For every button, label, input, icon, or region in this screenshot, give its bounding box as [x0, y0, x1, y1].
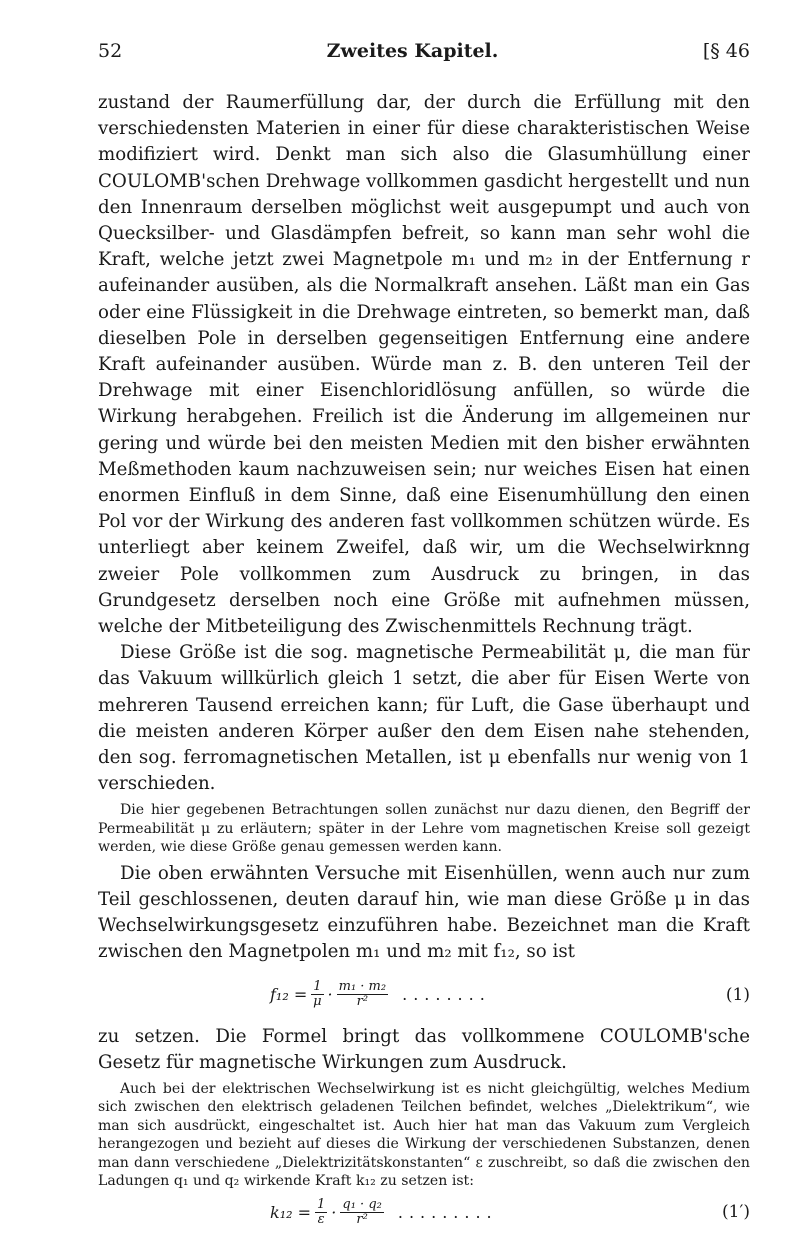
paragraph-4: zu setzen. Die Formel bringt das vollkommene COULOMB'sche Gesetz für magnetische Wirkungen zum Ausdruck. — [98, 1025, 750, 1073]
formula-2-frac1-num: 1 — [317, 1196, 326, 1212]
formula-2-leader-dots: ......... — [397, 1202, 498, 1222]
formula-1-lhs — [270, 980, 392, 1009]
formula-2-dot: · — [331, 1202, 337, 1222]
formula-2-number: (1′) — [722, 1202, 750, 1223]
formula-1-frac1-num: 1 — [313, 979, 322, 995]
formula-2-frac2-den: r² — [356, 1211, 368, 1227]
formula-2-frac-epsilon — [315, 1198, 327, 1227]
formula-2-lhs-text: k₁₂ = — [270, 1202, 312, 1222]
formula-1-lhs-text: f₁₂ = — [270, 985, 308, 1005]
formula-1-frac2-num: m₁ · m₂ — [338, 979, 387, 995]
section-marker: [§ 46 — [702, 40, 750, 62]
formula-2-frac1-den: ε — [317, 1211, 325, 1227]
paragraph-3: Die oben erwähnten Versuche mit Eisenhüllen, wenn auch nur zum Teil geschlossenen, deuten darauf hin, wie man diese Größe μ in das Wechselwirkungsgesetz einzuführen habe. Bezeichnet man die Kraft zwischen den Magnetpolen m₁ und m₂ mit f₁₂, so ist — [98, 862, 750, 963]
page-number: 52 — [98, 40, 123, 62]
chapter-title: Zweites Kapitel. — [326, 40, 499, 62]
footnote-dielectric: Auch bei der elektrischen Wechselwirkung ist es nicht gleichgültig, welches Medium sich zwischen den elektrisch geladenen Teilchen befindet, welches „Dielektrikum“, wie man sich ausdrückt, eingeschaltet ist. Auch hier hat man das Vakuum zum Vergleich herangezogen und bezieht auf dieses die Wirkung der verschiedenen Substanzen, denen man dann verschiedene „Dielektrizitätskonstanten“ ε zuschreibt, so daß die zwischen den Ladungen q₁ und q₂ wirkende Kraft k₁₂ zu setzen ist: — [98, 1080, 750, 1189]
formula-1-frac-masses — [337, 980, 388, 1009]
book-page — [98, 40, 750, 1236]
footnote-permeability: Die hier gegebenen Betrachtungen sollen zunächst nur dazu dienen, den Begriff der Permeabilität μ zu erläutern; später in der Lehre vom magnetischen Kreise soll gezeigt werden, wie diese Größe genau gemessen werden kann. — [98, 802, 750, 856]
formula-1 — [98, 972, 750, 1018]
formula-2-frac2-num: q₁ · q₂ — [342, 1196, 382, 1212]
formula-2-frac-charges — [340, 1198, 383, 1227]
paragraph-1: zustand der Raumerfüllung dar, der durch die Erfüllung mit den verschiedensten Materien in einer für diese charakteristischen Weise modifiziert wird. Denkt man sich also die Glasumhüllung einer COULOMB'schen Drehwage vollkommen gasdicht hergestellt und nun den Innenraum derselben möglichst weit ausgepumpt und auch von Quecksilber- und Glasdämpfen befreit, so kann man sehr wohl die Kraft, welche jetzt zwei Magnetpole m₁ und m₂ in der Entfernung r aufeinander ausüben, als die Normalkraft ansehen. Läßt man ein Gas oder eine Flüssigkeit in die Drehwage eintreten, so bemerkt man, daß dieselben Pole in derselben gegenseitigen Entfernung eine andere Kraft aufeinander ausüben. Würde man z. B. den unteren Teil der Drehwage mit einer Eisenchloridlösung anfüllen, so würde die Wirkung herabgehen. Freilich ist die Änderung im allgemeinen nur gering und würde bei den meisten Medien mit den bisher erwähnten Meßmethoden kaum nachzuweisen sein; nur weiches Eisen hat einen enormen Einfluß in dem Sinne, daß eine Eisenumhüllung den einen Pol vor der Wirkung des anderen fast vollkommen schützen würde. Es unterliegt aber keinem Zweifel, daß wir, um die Wechselwirknng zweier Pole vollkommen zum Ausdruck zu bringen, in das Grundgesetz derselben noch eine Größe mit aufnehmen müssen, welche der Mitbeteiligung des Zwischenmittels Rechnung trägt. — [98, 92, 750, 638]
formula-1-number: (1) — [725, 984, 750, 1005]
formula-1-frac-mu — [311, 980, 323, 1009]
formula-1-frac1-den: μ — [313, 994, 322, 1010]
formula-2 — [98, 1192, 750, 1232]
formula-1-leader-dots: ........ — [402, 985, 491, 1005]
running-head — [98, 40, 750, 76]
paragraph-2: Diese Größe ist die sog. magnetische Permeabilität μ, die man für das Vakuum willkürlich gleich 1 setzt, die aber für Eisen Werte von mehreren Tausend erreichen kann; für Luft, die Gase überhaupt und die meisten anderen Körper außer den dem Eisen nahe stehenden, den sog. ferromagnetischen Metallen, ist μ ebenfalls nur wenig von 1 verschieden. — [98, 642, 750, 795]
formula-1-frac2-den: r² — [356, 994, 369, 1010]
formula-2-lhs — [270, 1198, 388, 1227]
formula-1-dot: · — [327, 985, 333, 1005]
